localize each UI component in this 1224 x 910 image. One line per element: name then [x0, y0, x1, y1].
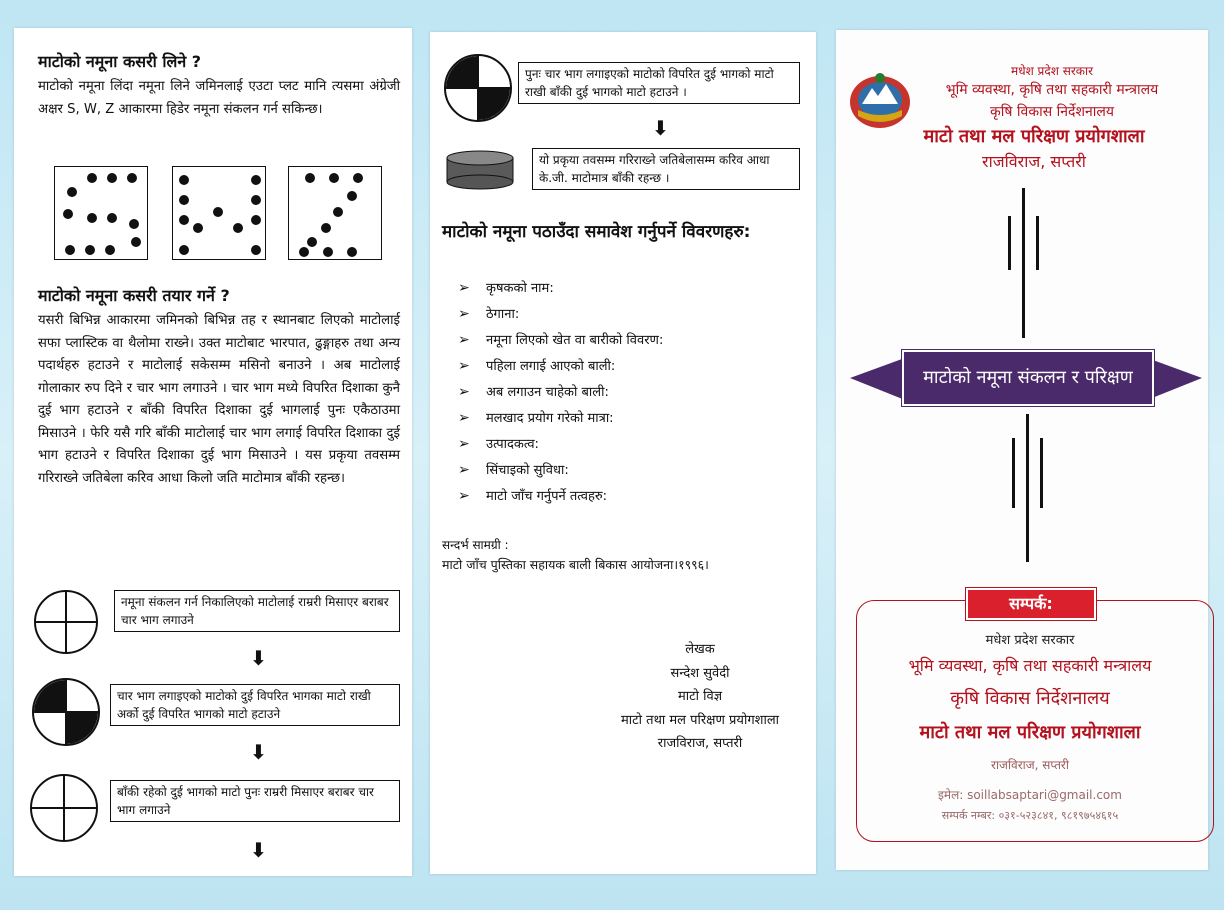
- arrow-bullet-icon: ➢: [458, 410, 470, 426]
- contact-phone: सम्पर्क नम्बर: ०३१-५२३८४१, ९८१९७५४६१५: [941, 809, 1119, 822]
- contact-gov: मधेश प्रदेश सरकार: [985, 633, 1075, 648]
- author-block: [580, 638, 820, 756]
- author-org: माटो तथा मल परिक्षण प्रयोगशाला: [620, 712, 780, 728]
- author-title: माटो विज्ञ: [677, 689, 723, 704]
- cover-panel: [836, 30, 1208, 870]
- contact-ministry: भूमि व्यवस्था, कृषि तथा सहकारी मन्त्रालय: [908, 656, 1152, 675]
- arrow-bullet-icon: ➢: [458, 280, 470, 296]
- sample-preparation-text: यसरी बिभिन्न आकारमा जमिनको बिभिन्न तह र स्थानबाट लिएको माटोलाई सफा प्लास्टिक वा थैलोमा राख्ने। उक्त माटोबाट भारपात, ढुङ्गाहरु तथा अन्य पदार्थहरु हटाउने र माटोलाई सकेसम्म मसिनो बनाउने । अब माटोलाई गोलाकार रुप दिने र चार भाग लगाउने । चार भाग मध्ये विपरित दिशाका कुनै दुई भाग हटाउने र बाँकी विपरित दिशाका दुई भागलाई पुनः एकैठाउमा मिसाउने । फेरि यसै गरि बाँकी माटोलाई चार भाग लगाई विपरित दिशाका दुई भाग हटाउने र विपरित दिशाका दुई भाग मिसाउने । यस प्रकृया तवसम्म गरिराख्ने जतिबेला करिव आधा किलो जति माटोमात्र बाँकी रहन्छ।: [38, 313, 400, 486]
- decorative-line: [1008, 216, 1011, 270]
- list-item: ➢ उत्पादकत्व:: [458, 436, 539, 452]
- list-item: ➢ सिंचाइको सुविधा:: [458, 462, 569, 478]
- decorative-line: [1012, 438, 1015, 508]
- banner-title: माटोको नमूना संकलन र परिक्षण: [902, 350, 1154, 406]
- list-item: ➢ मलखाद प्रयोग गरेको मात्रा:: [458, 410, 614, 426]
- contact-email: इमेल: soillabsaptari@gmail.com: [938, 788, 1122, 802]
- nepal-emblem-logo: [848, 70, 912, 130]
- lab-place: राजविराज, सप्तरी: [982, 152, 1086, 171]
- ministry-name: भूमि व्यवस्था, कृषि तथा सहकारी मन्त्रालय: [945, 82, 1159, 98]
- contact-place: राजविराज, सप्तरी: [991, 758, 1069, 772]
- soil-cake-icon: [446, 150, 514, 190]
- list-item: ➢ अब लगाउन चाहेको बाली:: [458, 384, 609, 400]
- reference-label: सन्दर्भ सामग्री :: [442, 538, 509, 552]
- gov-name: मधेश प्रदेश सरकार: [1011, 64, 1093, 78]
- list-item: ➢ कृषकको नाम:: [458, 280, 554, 296]
- title-banner: [850, 348, 1202, 410]
- down-arrow-icon: ⬇: [652, 116, 669, 140]
- down-arrow-icon: ⬇: [250, 646, 267, 670]
- arrow-bullet-icon: ➢: [458, 332, 470, 348]
- reference-text: माटो जाँच पुस्तिका सहायक बाली बिकास आयोजना।१९९६।: [442, 557, 709, 572]
- down-arrow-icon: ⬇: [250, 740, 267, 764]
- decorative-line: [1040, 438, 1043, 508]
- list-item: ➢ माटो जाँच गर्नुपर्ने तत्वहरु:: [458, 488, 607, 504]
- step-4-box: पुनः चार भाग लगाइएको माटोको विपरित दुई भागको माटो राखी बाँकी दुई भागको माटो हटाउने ।: [518, 62, 800, 104]
- step-1-box: नमूना संकलन गर्न निकालिएको माटोलाई राम्ररी मिसाएर बराबर चार भाग लगाउने: [114, 590, 400, 632]
- s-pattern-diagram: [54, 166, 148, 260]
- z-pattern-diagram: [288, 166, 382, 260]
- arrow-bullet-icon: ➢: [458, 306, 470, 322]
- arrow-bullet-icon: ➢: [458, 358, 470, 374]
- lab-name: माटो तथा मल परिक्षण प्रयोगशाला: [923, 126, 1145, 147]
- heading-how-to-prepare-sample: माटोको नमूना कसरी तयार गर्ने ?: [38, 286, 230, 305]
- list-item: ➢ ठेगाना:: [458, 306, 520, 322]
- heading-how-to-take-sample: माटोको नमूना कसरी लिने ?: [38, 52, 202, 71]
- w-pattern-diagram: [172, 166, 266, 260]
- decorative-line: [1022, 188, 1025, 338]
- quartered-circle-icon: [30, 774, 98, 842]
- arrow-bullet-icon: ➢: [458, 462, 470, 478]
- contact-directorate: कृषि विकास निर्देशनालय: [950, 688, 1110, 709]
- list-item: ➢ नमूना लिएको खेत वा बारीको विवरण:: [458, 332, 664, 348]
- step-3-box: बाँकी रहेको दुई भागको माटो पुनः राम्ररी मिसाएर बराबर चार भाग लगाउने: [110, 780, 400, 822]
- left-panel: [14, 28, 412, 876]
- sample-taking-text: माटोको नमूना लिंदा नमूना लिने जमिनलाई एउटा प्लट मानि त्यसमा अंग्रेजी अक्षर S, W, Z आकारमा हिडेर नमूना संकलन गर्न सकिन्छ।: [38, 79, 400, 117]
- author-place: राजविराज, सप्तरी: [657, 736, 743, 751]
- half-shaded-circle-icon: [444, 54, 512, 122]
- down-arrow-icon: ⬇: [250, 838, 267, 862]
- contact-lab: माटो तथा मल परिक्षण प्रयोगशाला: [919, 722, 1141, 743]
- details-heading: माटोको नमूना पठाउँदा समावेश गर्नुपर्ने विवरणहरु:: [442, 222, 751, 242]
- decorative-line: [1036, 216, 1039, 270]
- decorative-line: [1026, 414, 1029, 562]
- step-5-box: यो प्रकृया तवसम्म गरिराख्ने जतिबेलासम्म करिव आधा के.जी. माटोमात्र बाँकी रहन्छ ।: [532, 148, 800, 190]
- author-name: सन्देश सुवेदी: [670, 665, 730, 681]
- quartered-circle-icon: [34, 590, 98, 654]
- contact-badge: सम्पर्क:: [966, 588, 1096, 620]
- arrow-bullet-icon: ➢: [458, 384, 470, 400]
- half-shaded-circle-icon: [32, 678, 100, 746]
- directorate-name: कृषि विकास निर्देशनालय: [990, 104, 1114, 120]
- arrow-bullet-icon: ➢: [458, 488, 470, 504]
- step-2-box: चार भाग लगाइएको माटोको दुई विपरित भागका माटो राखी अर्को दुई विपरित भागको माटो हटाउने: [110, 684, 400, 726]
- arrow-bullet-icon: ➢: [458, 436, 470, 452]
- list-item: ➢ पहिला लगाई आएको बाली:: [458, 358, 616, 374]
- author-label: लेखक: [685, 642, 715, 657]
- middle-panel: [430, 32, 816, 874]
